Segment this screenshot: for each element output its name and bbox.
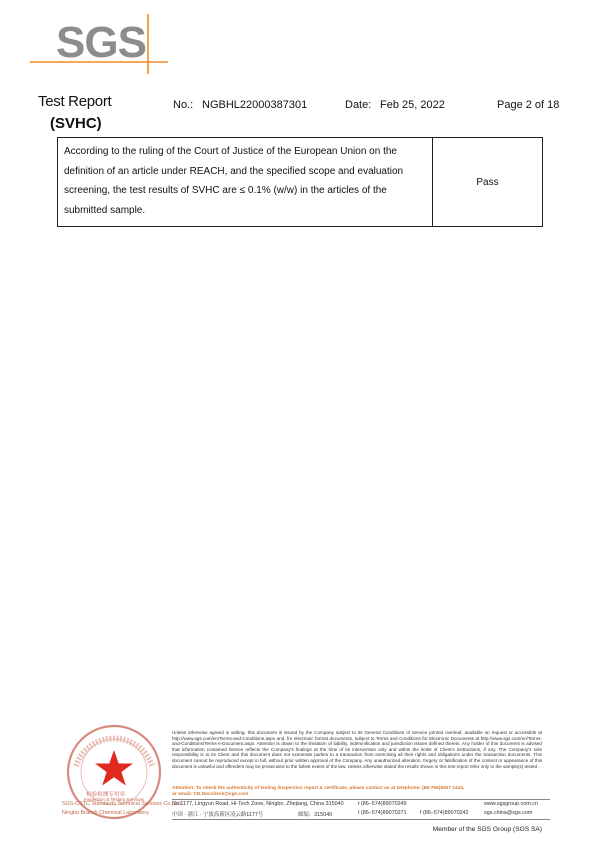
address-english: No.1177, Lingyun Road, Hi-Tech Zone, Ningbo, Zhejiang, China 315040 [172,801,344,807]
footer-divider-bottom [172,819,550,820]
website: www.sgsgroup.com.cn [484,801,538,807]
table-row [58,138,543,227]
result-statement: According to the ruling of the Court of Justice of the European Union on the definition of an article under REACH, and the specified scope and evaluation screening, the test results of SVHC are ≤ 0.1% (w/w) in the articles of the submitted sample. [58,138,433,227]
attention-email: or email: CN.Doccheck@sgs.com [172,791,249,797]
result-verdict: Pass [433,138,543,227]
address-chinese: 中国 · 浙江 · 宁波高新区凌云路1177号 [172,812,264,818]
telephone-english: t (86–574)89070249 [358,801,407,807]
report-number: NGBHL22000387301 [202,99,308,111]
sgs-logo [30,14,168,74]
seal-stamp-icon [64,722,164,822]
telephone-chinese: t (86–574)89070271 [358,810,407,816]
report-date-label: Date: [345,99,372,111]
report-title: Test Report [38,93,112,110]
attention-line: Attention: To check the authenticity of testing /inspection report & certificate, please contact us at telephone: (86-755)8307 1443, [172,786,465,791]
logo-text: SGS [56,18,146,67]
disclaimer-text: Unless otherwise agreed in writing, this document is issued by the Company subject to its General Conditions of Service printed overleaf, available on request or accessible at http://www.sgs.com/en/Terms-and-Conditions.aspx and, for electronic format documents, subject to Terms and Conditions for Electronic Documents at http://www.sgs.com/en/Terms-and-Conditions/Terms-e-Document.aspx. Attention is drawn to the limitation of liability, indemnification and jurisdiction issues defined therein. Any holder of this document is advised that information contained hereon reflects the Company's findings at the time of its intervention only and within the limits of Client's instructions, if any. The Company's sole responsibility is to its Client and this document does not exonerate parties to a transaction from exercising all their rights and obligations under the transaction documents. This document cannot be reproduced except in full, without prior written approval of the Company. Any unauthorized alteration, forgery or falsification of the content or appearance of this document is unlawful and offenders may be prosecuted to the fullest extent of the law. Unless otherwise stated the results shown in this test report refer only to the sample(s) tested . [172,730,542,769]
footer-divider [172,799,550,800]
seal-text: 检验检测专用章 [86,792,126,798]
fax-chinese: f (86–574)89070242 [420,810,469,816]
seal-company: SGS-CSTC Standards Technical Services Co.,Ltd. [62,801,183,807]
result-table [57,137,543,227]
report-date: Feb 25, 2022 [380,99,445,111]
email-contact: sgs.china@sgs.com [484,810,533,816]
seal-subtext: Inspection & Testing Services [84,797,144,802]
member-statement: Member of the SGS Group (SGS SA) [432,826,542,833]
report-number-label: No.: [173,99,194,111]
postcode-chinese: 邮编：315040 [298,812,333,818]
attention-notice [172,786,552,797]
page-number: Page 2 of 18 [497,99,560,111]
seal-lab: Ningbo Branch Chemical Laboratory [62,810,149,816]
report-subtitle: (SVHC) [50,115,102,132]
